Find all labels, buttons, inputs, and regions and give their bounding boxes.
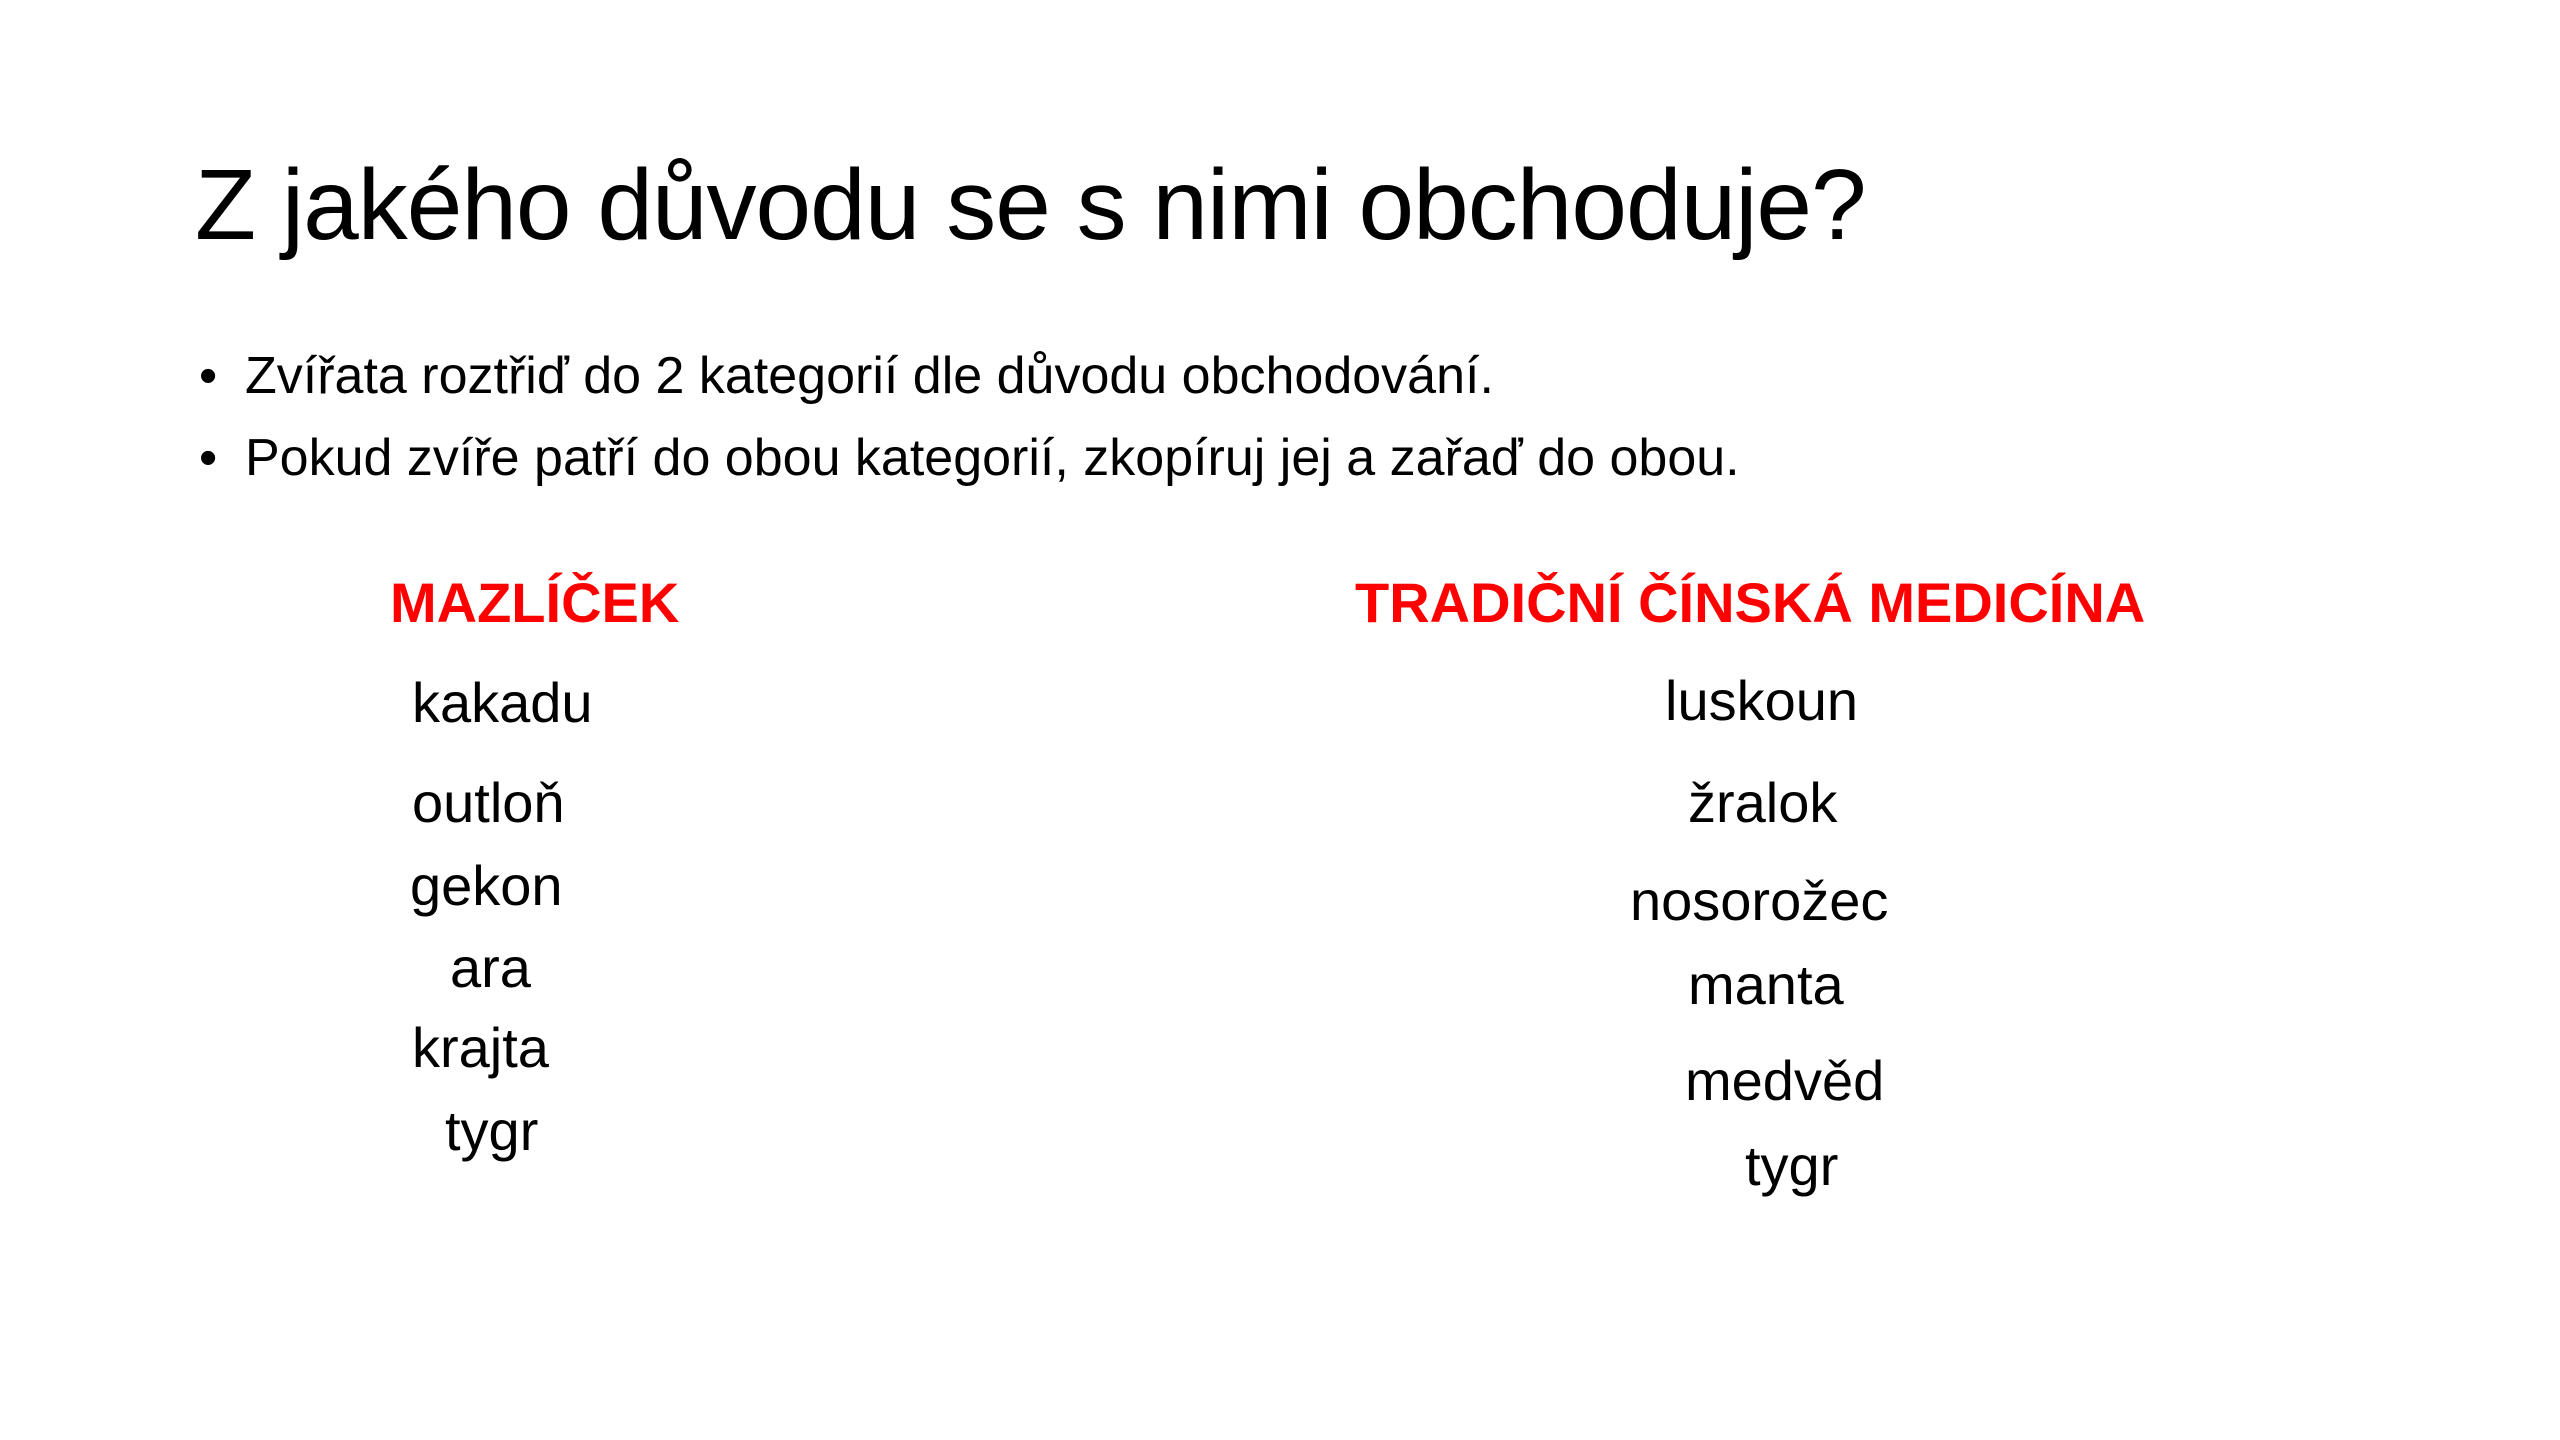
animal-label[interactable]: medvěd xyxy=(1685,1049,1885,1112)
animal-label[interactable]: kakadu xyxy=(412,671,593,734)
category-heading-pet: MAZLÍČEK xyxy=(390,571,680,634)
animal-label[interactable]: manta xyxy=(1688,953,1844,1016)
slide-title: Z jakého důvodu se s nimi obchoduje? xyxy=(195,149,1866,261)
animal-label[interactable]: nosorožec xyxy=(1630,869,1889,932)
bullet-icon: • xyxy=(199,429,218,487)
bullet-icon: • xyxy=(199,347,218,405)
instruction-item xyxy=(195,335,1740,417)
instruction-text: Pokud zvíře patří do obou kategorií, zkopíruj jej a zařaď do obou. xyxy=(245,429,1740,487)
animal-label[interactable]: tygr xyxy=(1745,1134,1839,1197)
instruction-item xyxy=(195,417,1740,499)
animal-label[interactable]: ara xyxy=(450,936,531,999)
animal-label[interactable]: žralok xyxy=(1688,771,1838,834)
animal-label[interactable]: tygr xyxy=(445,1099,539,1162)
animal-label[interactable]: krajta xyxy=(412,1016,549,1079)
instruction-list xyxy=(195,335,1740,499)
animal-label[interactable]: gekon xyxy=(410,854,563,917)
category-heading-tcm: TRADIČNÍ ČÍNSKÁ MEDICÍNA xyxy=(1355,571,2146,634)
animal-label[interactable]: luskoun xyxy=(1665,669,1859,732)
animal-label[interactable]: outloň xyxy=(412,771,565,834)
instruction-text: Zvířata roztřiď do 2 kategorií dle důvodu obchodování. xyxy=(245,347,1494,405)
